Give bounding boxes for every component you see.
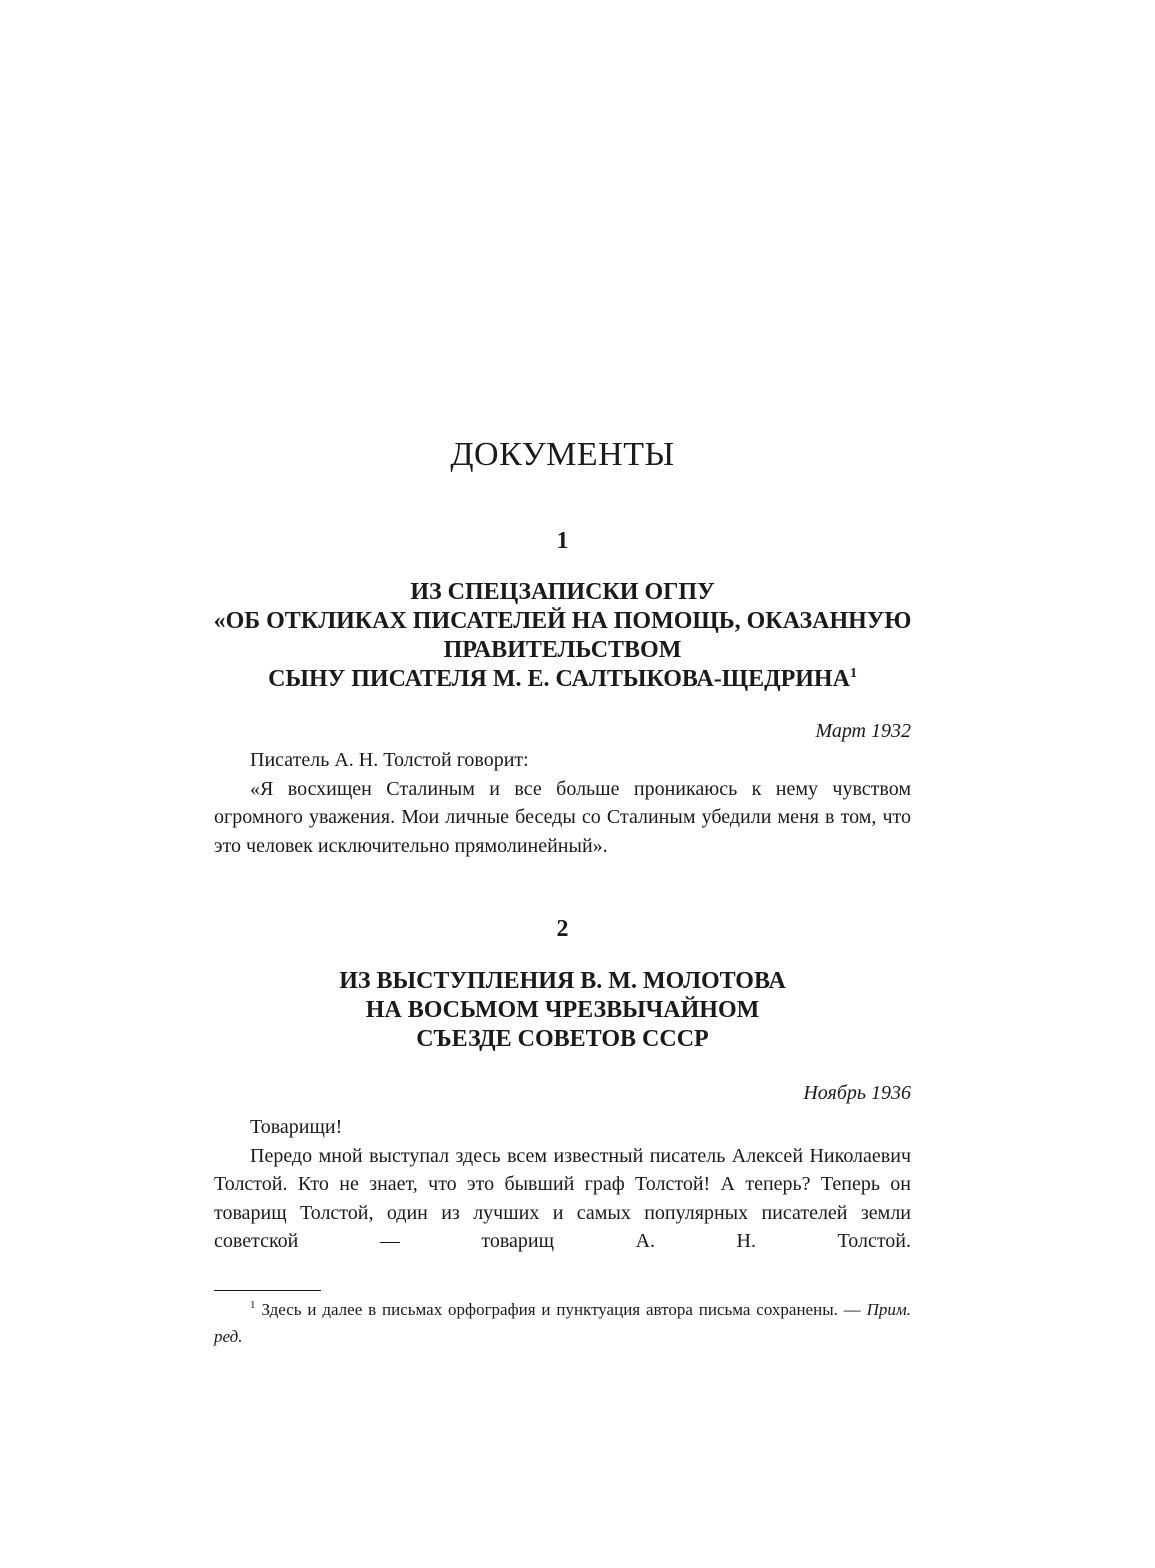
heading-line <box>0 665 1125 694</box>
document-date: Ноябрь 1936 <box>803 1082 911 1104</box>
footnote-mark: 1 <box>250 1299 256 1312</box>
footnote-divider <box>214 1290 321 1291</box>
heading-line: СЪЕЗДЕ СОВЕТОВ СССР <box>416 1026 709 1052</box>
body-paragraph: «Я восхищен Сталиным и все больше проникаюсь к нему чувством огромного уважения. Мои личные беседы со Сталиным убедили меня в том, что это человек исключительно прямолинейный». <box>214 777 911 857</box>
footnote-text: Здесь и далее в письмах орфография и пунктуация автора письма сохранены. — <box>261 1300 861 1319</box>
document-heading <box>0 967 1125 1054</box>
document-number: 1 <box>556 528 569 554</box>
body-paragraph: Писатель А. Н. Толстой говорит: <box>250 749 529 771</box>
document-heading <box>0 578 1125 694</box>
section-title: ДОКУМЕНТЫ <box>450 436 675 473</box>
footnote-editor-note: Прим. ред. <box>214 1300 912 1346</box>
footnote-reference: 1 <box>849 666 857 681</box>
heading-line: «ОБ ОТКЛИКАХ ПИСАТЕЛЕЙ НА ПОМОЩЬ, ОКАЗАННУЮ <box>213 608 912 634</box>
heading-line-text: СЫНУ ПИСАТЕЛЯ М. Е. САЛТЫКОВА-ЩЕДРИНА <box>268 666 850 692</box>
document-number: 2 <box>556 916 569 942</box>
heading-line: НА ВОСЬМОМ ЧРЕЗВЫЧАЙНОМ <box>365 997 760 1023</box>
heading-line: ИЗ ВЫСТУПЛЕНИЯ В. М. МОЛОТОВА <box>339 968 786 994</box>
document-body <box>214 746 911 860</box>
body-paragraph: Передо мной выступал здесь всем известный писатель Алексей Николаевич Толстой. Кто не знает, что это бывший граф Толстой! А теперь? Теперь он товарищ Толстой, один из лучших и самых популярных писателей земли советской — товарищ А. Н. Толстой. <box>214 1144 911 1252</box>
document-date: Март 1932 <box>815 720 911 742</box>
body-paragraph: Товарищи! <box>250 1116 343 1138</box>
footnote-paragraph <box>214 1296 911 1350</box>
document-body <box>214 1113 911 1256</box>
heading-line: ПРАВИТЕЛЬСТВОМ <box>443 637 682 663</box>
heading-line: ИЗ СПЕЦЗАПИСКИ ОГПУ <box>410 579 715 605</box>
footnote <box>214 1296 911 1350</box>
